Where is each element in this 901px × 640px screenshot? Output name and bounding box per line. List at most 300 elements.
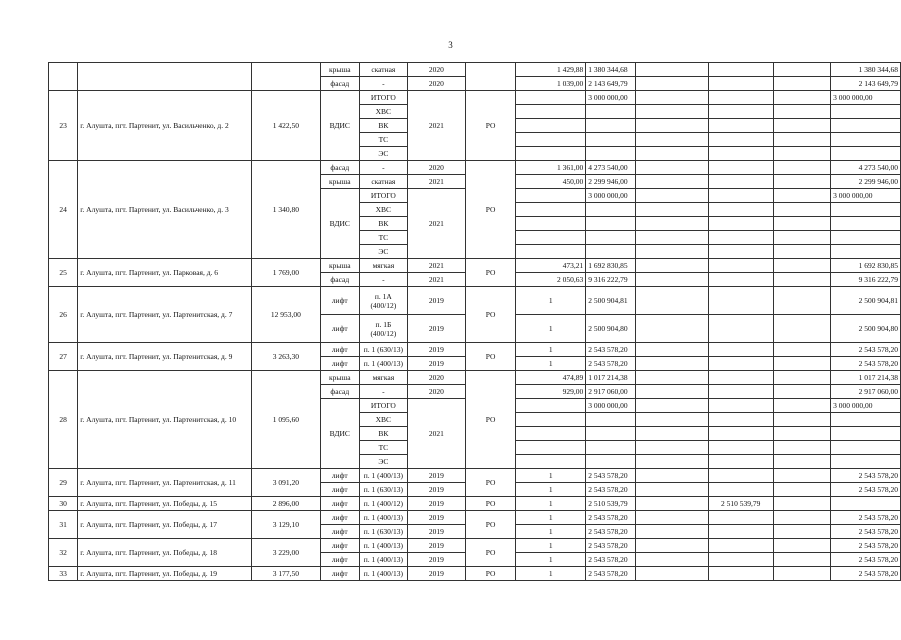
cost-cell bbox=[586, 427, 636, 441]
table-row bbox=[49, 259, 901, 273]
year-cell: 2021 bbox=[407, 175, 465, 189]
extra-cell bbox=[636, 525, 709, 539]
extra-cell bbox=[773, 91, 830, 105]
extra-cell bbox=[708, 427, 773, 441]
extra-cell bbox=[708, 371, 773, 385]
payer-cell: РО bbox=[465, 497, 515, 511]
extra-cell bbox=[773, 539, 830, 553]
total-cell: 2 143 649,79 bbox=[831, 77, 901, 91]
kind-cell: п. 1 (400/13) bbox=[359, 511, 407, 525]
element-cell: лифт bbox=[320, 525, 359, 539]
sub-cell: ИТОГО bbox=[359, 91, 407, 105]
payer-cell: РО bbox=[465, 371, 515, 469]
extra-cell bbox=[636, 287, 709, 315]
payer-cell: РО bbox=[465, 287, 515, 343]
payer-cell: РО bbox=[465, 539, 515, 567]
extra-cell bbox=[773, 147, 830, 161]
year-cell: 2019 bbox=[407, 497, 465, 511]
sub-cell: ЭС bbox=[359, 245, 407, 259]
table-row bbox=[49, 343, 901, 357]
sub-cell: ИТОГО bbox=[359, 399, 407, 413]
total-cell bbox=[831, 133, 901, 147]
volume-cell bbox=[516, 413, 586, 427]
extra-cell bbox=[773, 441, 830, 455]
total-cell: 3 000 000,00 bbox=[831, 189, 901, 203]
extra-cell bbox=[708, 511, 773, 525]
extra-cell bbox=[773, 567, 830, 581]
extra-cell bbox=[636, 175, 709, 189]
total-cell bbox=[831, 119, 901, 133]
area-cell: 3 263,30 bbox=[252, 343, 320, 371]
element-cell: лифт bbox=[320, 315, 359, 343]
element-cell: фасад bbox=[320, 385, 359, 399]
table-row bbox=[49, 511, 901, 525]
total-cell bbox=[831, 245, 901, 259]
extra-cell bbox=[773, 371, 830, 385]
volume-cell: 1 bbox=[516, 287, 586, 315]
total-cell: 2 500 904,81 bbox=[831, 287, 901, 315]
extra-cell bbox=[636, 77, 709, 91]
extra-cell bbox=[773, 511, 830, 525]
extra-cell bbox=[773, 175, 830, 189]
total-cell bbox=[831, 105, 901, 119]
extra-cell bbox=[708, 231, 773, 245]
volume-cell bbox=[516, 231, 586, 245]
sub-cell: ТС bbox=[359, 441, 407, 455]
total-cell: 2 299 946,00 bbox=[831, 175, 901, 189]
volume-cell bbox=[516, 147, 586, 161]
extra-cell bbox=[773, 343, 830, 357]
total-cell: 2 543 578,20 bbox=[831, 567, 901, 581]
address-cell: г. Алушта, пгт. Партенит, ул. Партенитская, д. 9 bbox=[78, 343, 252, 371]
row-number: 29 bbox=[49, 469, 78, 497]
address-cell: г. Алушта, пгт. Партенит, ул. Победы, д. 15 bbox=[78, 497, 252, 511]
total-cell bbox=[831, 413, 901, 427]
extra-cell bbox=[773, 455, 830, 469]
total-cell bbox=[831, 231, 901, 245]
extra-cell bbox=[708, 287, 773, 315]
extra-cell bbox=[773, 105, 830, 119]
payer-cell: РО bbox=[465, 91, 515, 161]
cost-cell: 2 917 060,00 bbox=[586, 385, 636, 399]
table-row bbox=[49, 371, 901, 385]
sub-cell: ВК bbox=[359, 119, 407, 133]
cost-cell bbox=[586, 147, 636, 161]
cost-cell: 2 543 578,20 bbox=[586, 539, 636, 553]
volume-cell: 1 bbox=[516, 343, 586, 357]
address-cell: г. Алушта, пгт. Партенит, ул. Партенитская, д. 7 bbox=[78, 287, 252, 343]
year-cell: 2021 bbox=[407, 259, 465, 273]
table-row bbox=[49, 539, 901, 553]
table-row bbox=[49, 63, 901, 77]
extra-cell bbox=[773, 161, 830, 175]
total-cell: 2 543 578,20 bbox=[831, 525, 901, 539]
volume-cell: 1 bbox=[516, 539, 586, 553]
volume-cell: 473,21 bbox=[516, 259, 586, 273]
volume-cell bbox=[516, 105, 586, 119]
cost-cell: 2 543 578,20 bbox=[586, 511, 636, 525]
extra-cell bbox=[636, 133, 709, 147]
extra-cell bbox=[636, 497, 709, 511]
cost-cell: 2 510 539,79 bbox=[586, 497, 636, 511]
extra-cell bbox=[636, 147, 709, 161]
sub-cell: ВК bbox=[359, 427, 407, 441]
extra-cell bbox=[773, 399, 830, 413]
extra-cell bbox=[636, 539, 709, 553]
payer-cell: РО bbox=[465, 511, 515, 539]
extra-cell bbox=[708, 553, 773, 567]
year-cell: 2019 bbox=[407, 357, 465, 371]
extra-cell bbox=[708, 483, 773, 497]
volume-cell bbox=[516, 189, 586, 203]
extra-cell bbox=[636, 119, 709, 133]
year-cell: 2020 bbox=[407, 63, 465, 77]
extra-cell bbox=[773, 385, 830, 399]
cost-cell: 3 000 000,00 bbox=[586, 399, 636, 413]
extra-cell bbox=[708, 63, 773, 77]
element-cell: фасад bbox=[320, 273, 359, 287]
capital-repair-table bbox=[48, 62, 901, 581]
extra-cell bbox=[708, 469, 773, 483]
area-cell: 3 229,00 bbox=[252, 539, 320, 567]
extra-cell bbox=[708, 119, 773, 133]
subsidy-cell: 2 510 539,79 bbox=[708, 497, 773, 511]
address-cell: г. Алушта, пгт. Партенит, ул. Васильченко, д. 3 bbox=[78, 161, 252, 259]
cost-cell bbox=[586, 245, 636, 259]
year-cell: 2020 bbox=[407, 371, 465, 385]
work-cell: ВДИС bbox=[320, 189, 359, 259]
payer-cell: РО bbox=[465, 567, 515, 581]
element-cell: лифт bbox=[320, 357, 359, 371]
element-cell: лифт bbox=[320, 343, 359, 357]
extra-cell bbox=[636, 105, 709, 119]
extra-cell bbox=[773, 217, 830, 231]
payer-cell: РО bbox=[465, 259, 515, 287]
volume-cell bbox=[516, 119, 586, 133]
total-cell bbox=[831, 441, 901, 455]
area-cell: 1 769,00 bbox=[252, 259, 320, 287]
extra-cell bbox=[708, 315, 773, 343]
cost-cell: 2 543 578,20 bbox=[586, 553, 636, 567]
kind-cell: п. 1 (400/13) bbox=[359, 539, 407, 553]
table-row bbox=[49, 161, 901, 175]
row-number bbox=[49, 63, 78, 91]
extra-cell bbox=[708, 413, 773, 427]
year-cell: 2019 bbox=[407, 553, 465, 567]
volume-cell bbox=[516, 217, 586, 231]
area-cell: 1 095,60 bbox=[252, 371, 320, 469]
extra-cell bbox=[773, 357, 830, 371]
sub-cell: ВК bbox=[359, 217, 407, 231]
cost-cell bbox=[586, 413, 636, 427]
volume-cell bbox=[516, 399, 586, 413]
cost-cell: 2 543 578,20 bbox=[586, 469, 636, 483]
extra-cell bbox=[773, 497, 830, 511]
cost-cell: 3 000 000,00 bbox=[586, 189, 636, 203]
element-cell: фасад bbox=[320, 161, 359, 175]
total-cell: 2 543 578,20 bbox=[831, 469, 901, 483]
extra-cell bbox=[636, 63, 709, 77]
sub-cell: ЭС bbox=[359, 147, 407, 161]
sub-cell: ТС bbox=[359, 133, 407, 147]
volume-cell: 1 bbox=[516, 497, 586, 511]
extra-cell bbox=[773, 553, 830, 567]
cost-cell: 4 273 540,00 bbox=[586, 161, 636, 175]
cost-cell bbox=[586, 203, 636, 217]
total-cell: 2 543 578,20 bbox=[831, 511, 901, 525]
sub-cell: ХВС bbox=[359, 105, 407, 119]
row-number: 28 bbox=[49, 371, 78, 469]
row-number: 31 bbox=[49, 511, 78, 539]
year-cell: 2019 bbox=[407, 483, 465, 497]
volume-cell bbox=[516, 455, 586, 469]
total-cell bbox=[831, 147, 901, 161]
total-cell bbox=[831, 217, 901, 231]
kind-cell: мягкая bbox=[359, 371, 407, 385]
cost-cell: 2 543 578,20 bbox=[586, 483, 636, 497]
total-cell bbox=[831, 427, 901, 441]
cost-cell: 2 543 578,20 bbox=[586, 525, 636, 539]
row-number: 24 bbox=[49, 161, 78, 259]
extra-cell bbox=[708, 161, 773, 175]
year-cell: 2021 bbox=[407, 189, 465, 259]
extra-cell bbox=[636, 553, 709, 567]
volume-cell: 1 bbox=[516, 525, 586, 539]
extra-cell bbox=[636, 455, 709, 469]
total-cell: 2 543 578,20 bbox=[831, 357, 901, 371]
extra-cell bbox=[636, 427, 709, 441]
address-cell: г. Алушта, пгт. Партенит, ул. Победы, д. 19 bbox=[78, 567, 252, 581]
total-cell: 3 000 000,00 bbox=[831, 91, 901, 105]
cost-cell bbox=[586, 231, 636, 245]
extra-cell bbox=[773, 287, 830, 315]
payer-cell: РО bbox=[465, 343, 515, 371]
total-cell: 2 543 578,20 bbox=[831, 343, 901, 357]
extra-cell bbox=[708, 259, 773, 273]
extra-cell bbox=[708, 133, 773, 147]
kind-cell: п. 1 (400/12) bbox=[359, 497, 407, 511]
kind-cell: п. 1 (630/13) bbox=[359, 343, 407, 357]
extra-cell bbox=[773, 469, 830, 483]
row-number: 33 bbox=[49, 567, 78, 581]
total-cell: 2 917 060,00 bbox=[831, 385, 901, 399]
year-cell: 2020 bbox=[407, 77, 465, 91]
extra-cell bbox=[636, 343, 709, 357]
extra-cell bbox=[636, 371, 709, 385]
total-cell: 3 000 000,00 bbox=[831, 399, 901, 413]
row-number: 25 bbox=[49, 259, 78, 287]
row-number: 26 bbox=[49, 287, 78, 343]
cost-cell bbox=[586, 217, 636, 231]
total-cell bbox=[831, 203, 901, 217]
total-cell bbox=[831, 497, 901, 511]
extra-cell bbox=[773, 245, 830, 259]
area-cell: 1 422,50 bbox=[252, 91, 320, 161]
extra-cell bbox=[708, 567, 773, 581]
volume-cell: 1 bbox=[516, 553, 586, 567]
year-cell: 2019 bbox=[407, 525, 465, 539]
extra-cell bbox=[773, 483, 830, 497]
volume-cell: 1 361,00 bbox=[516, 161, 586, 175]
extra-cell bbox=[636, 273, 709, 287]
element-cell: лифт bbox=[320, 287, 359, 315]
kind-cell: скатная bbox=[359, 175, 407, 189]
cost-cell bbox=[586, 105, 636, 119]
address-cell: г. Алушта, пгт. Партенит, ул. Победы, д. 17 bbox=[78, 511, 252, 539]
extra-cell bbox=[708, 357, 773, 371]
extra-cell bbox=[773, 259, 830, 273]
cost-cell: 1 380 344,68 bbox=[586, 63, 636, 77]
cost-cell: 1 017 214,38 bbox=[586, 371, 636, 385]
extra-cell bbox=[636, 231, 709, 245]
volume-cell: 450,00 bbox=[516, 175, 586, 189]
extra-cell bbox=[708, 273, 773, 287]
element-cell: лифт bbox=[320, 497, 359, 511]
cost-cell: 3 000 000,00 bbox=[586, 91, 636, 105]
table-row bbox=[49, 567, 901, 581]
extra-cell bbox=[773, 427, 830, 441]
total-cell: 4 273 540,00 bbox=[831, 161, 901, 175]
element-cell: лифт bbox=[320, 567, 359, 581]
area-cell: 3 129,10 bbox=[252, 511, 320, 539]
kind-cell: п. 1 (400/13) bbox=[359, 357, 407, 371]
extra-cell bbox=[708, 539, 773, 553]
extra-cell bbox=[708, 147, 773, 161]
extra-cell bbox=[708, 441, 773, 455]
payer-cell bbox=[465, 63, 515, 91]
kind-cell: - bbox=[359, 161, 407, 175]
cost-cell: 2 543 578,20 bbox=[586, 343, 636, 357]
extra-cell bbox=[708, 175, 773, 189]
volume-cell: 2 050,63 bbox=[516, 273, 586, 287]
sub-cell: ЭС bbox=[359, 455, 407, 469]
extra-cell bbox=[773, 189, 830, 203]
volume-cell bbox=[516, 203, 586, 217]
extra-cell bbox=[636, 441, 709, 455]
element-cell: крыша bbox=[320, 175, 359, 189]
address-cell: г. Алушта, пгт. Партенит, ул. Победы, д. 18 bbox=[78, 539, 252, 567]
extra-cell bbox=[773, 315, 830, 343]
row-number: 27 bbox=[49, 343, 78, 371]
year-cell: 2020 bbox=[407, 385, 465, 399]
area-cell: 1 340,80 bbox=[252, 161, 320, 259]
kind-cell: - bbox=[359, 385, 407, 399]
sub-cell: ХВС bbox=[359, 413, 407, 427]
extra-cell bbox=[773, 119, 830, 133]
volume-cell: 1 bbox=[516, 469, 586, 483]
extra-cell bbox=[773, 273, 830, 287]
total-cell: 1 017 214,38 bbox=[831, 371, 901, 385]
cost-cell: 2 500 904,81 bbox=[586, 287, 636, 315]
volume-cell: 929,00 bbox=[516, 385, 586, 399]
kind-cell: п. 1 (630/13) bbox=[359, 483, 407, 497]
extra-cell bbox=[773, 133, 830, 147]
year-cell: 2021 bbox=[407, 399, 465, 469]
extra-cell bbox=[708, 455, 773, 469]
extra-cell bbox=[773, 77, 830, 91]
cost-cell: 2 543 578,20 bbox=[586, 357, 636, 371]
kind-cell: п. 1 (630/13) bbox=[359, 525, 407, 539]
kind-cell: п. 1Б (400/12) bbox=[359, 315, 407, 343]
extra-cell bbox=[636, 469, 709, 483]
kind-cell: - bbox=[359, 273, 407, 287]
extra-cell bbox=[708, 189, 773, 203]
cost-cell: 2 543 578,20 bbox=[586, 567, 636, 581]
total-cell bbox=[831, 455, 901, 469]
extra-cell bbox=[708, 385, 773, 399]
kind-cell: п. 1А (400/12) bbox=[359, 287, 407, 315]
extra-cell bbox=[636, 217, 709, 231]
extra-cell bbox=[708, 77, 773, 91]
year-cell: 2019 bbox=[407, 469, 465, 483]
volume-cell bbox=[516, 133, 586, 147]
total-cell: 9 316 222,79 bbox=[831, 273, 901, 287]
extra-cell bbox=[636, 511, 709, 525]
extra-cell bbox=[708, 203, 773, 217]
work-cell: ВДИС bbox=[320, 399, 359, 469]
extra-cell bbox=[636, 315, 709, 343]
extra-cell bbox=[636, 399, 709, 413]
area-cell: 3 177,50 bbox=[252, 567, 320, 581]
extra-cell bbox=[636, 413, 709, 427]
volume-cell bbox=[516, 91, 586, 105]
extra-cell bbox=[636, 245, 709, 259]
address-cell bbox=[78, 63, 252, 91]
total-cell: 1 380 344,68 bbox=[831, 63, 901, 77]
extra-cell bbox=[708, 91, 773, 105]
kind-cell: п. 1 (400/13) bbox=[359, 553, 407, 567]
element-cell: крыша bbox=[320, 63, 359, 77]
kind-cell: п. 1 (400/13) bbox=[359, 567, 407, 581]
row-number: 30 bbox=[49, 497, 78, 511]
extra-cell bbox=[773, 525, 830, 539]
volume-cell: 1 bbox=[516, 357, 586, 371]
sub-cell: ИТОГО bbox=[359, 189, 407, 203]
row-number: 23 bbox=[49, 91, 78, 161]
extra-cell bbox=[708, 399, 773, 413]
element-cell: крыша bbox=[320, 371, 359, 385]
work-cell: ВДИС bbox=[320, 91, 359, 161]
total-cell: 2 500 904,80 bbox=[831, 315, 901, 343]
sub-cell: ХВС bbox=[359, 203, 407, 217]
extra-cell bbox=[773, 231, 830, 245]
element-cell: крыша bbox=[320, 259, 359, 273]
element-cell: лифт bbox=[320, 469, 359, 483]
kind-cell: скатная bbox=[359, 63, 407, 77]
cost-cell: 9 316 222,79 bbox=[586, 273, 636, 287]
kind-cell: мягкая bbox=[359, 259, 407, 273]
area-cell: 3 091,20 bbox=[252, 469, 320, 497]
year-cell: 2021 bbox=[407, 273, 465, 287]
year-cell: 2019 bbox=[407, 539, 465, 553]
cost-cell: 2 299 946,00 bbox=[586, 175, 636, 189]
volume-cell: 1 bbox=[516, 511, 586, 525]
cost-cell bbox=[586, 119, 636, 133]
cost-cell bbox=[586, 441, 636, 455]
total-cell: 2 543 578,20 bbox=[831, 539, 901, 553]
year-cell: 2019 bbox=[407, 511, 465, 525]
kind-cell: п. 1 (400/13) bbox=[359, 469, 407, 483]
sub-cell: ТС bbox=[359, 231, 407, 245]
year-cell: 2019 bbox=[407, 315, 465, 343]
extra-cell bbox=[636, 161, 709, 175]
area-cell: 2 896,00 bbox=[252, 497, 320, 511]
cost-cell: 1 692 830,85 bbox=[586, 259, 636, 273]
extra-cell bbox=[636, 567, 709, 581]
volume-cell bbox=[516, 245, 586, 259]
year-cell: 2021 bbox=[407, 91, 465, 161]
extra-cell bbox=[708, 525, 773, 539]
